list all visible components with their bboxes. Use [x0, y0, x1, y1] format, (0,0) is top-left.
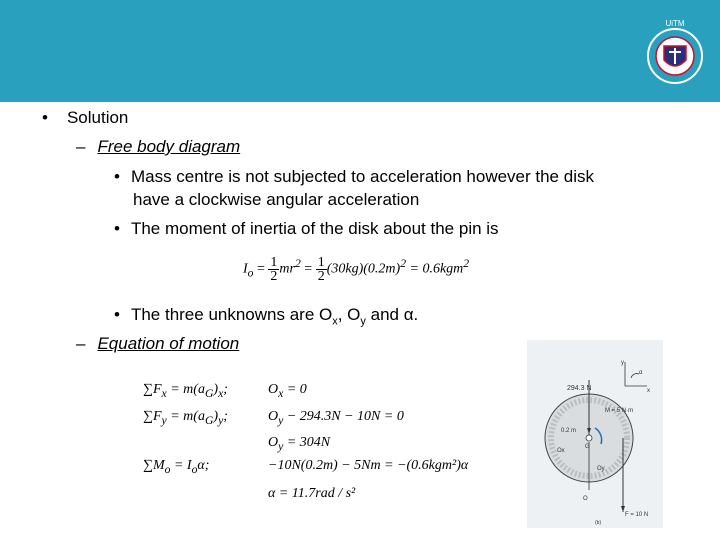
svg-text:294.3 N: 294.3 N	[567, 385, 592, 392]
equation-result-2: $O_y - 294.3N - 10N = 0$	[268, 409, 404, 427]
point-moment-of-inertia: • The moment of inertia of the disk about the pin is	[114, 219, 499, 238]
equation-law-2: $\sum F_y = m(a_G)_y$;	[143, 409, 228, 427]
equation-result-5: α = 11.7rad / s²	[268, 486, 356, 501]
svg-text:Ox: Ox	[557, 448, 565, 454]
point-mass-centre-cont: have a clockwise angular acceleration	[133, 190, 420, 209]
svg-text:UiTM: UiTM	[665, 19, 685, 28]
sub-equation-of-motion: – Equation of motion	[76, 334, 240, 353]
equation-law-1: $\sum F_x = m(a_G)_x$;	[143, 382, 228, 400]
svg-text:M = 5 N·m: M = 5 N·m	[605, 408, 634, 414]
svg-text:y: y	[621, 360, 624, 366]
point-unknowns: • The three unknowns are $O_x$, $O_y$ and α.	[114, 305, 419, 328]
svg-text:(b): (b)	[595, 520, 602, 526]
equation-law-4: $\sum M_o = I_o\alpha$;	[143, 458, 210, 476]
svg-text:Oy: Oy	[597, 466, 605, 472]
bullet-solution: • Solution	[42, 108, 129, 127]
svg-text:F = 10 N: F = 10 N	[625, 512, 649, 518]
equation-result-3: $O_y = 304N$	[268, 435, 331, 453]
svg-text:α: α	[639, 370, 643, 376]
equation-result-4: −10N(0.2m) − 5Nm = −(0.6kgm²)α	[268, 458, 469, 473]
svg-text:x: x	[647, 388, 650, 394]
inertia-equation: $I_o$ = $\frac{1}{2}$ $mr^2$ = $\frac{1}{2}$ $(30kg)(0.2m)^2 = 0.6kgm^2$	[243, 255, 470, 284]
svg-text:O: O	[583, 496, 588, 502]
sub-free-body-diagram: – Free body diagram	[76, 137, 241, 156]
svg-text:G: G	[585, 444, 590, 450]
free-body-diagram-figure	[527, 340, 663, 528]
svg-text:0.2 m: 0.2 m	[561, 428, 577, 434]
point-mass-centre: • Mass centre is not subjected to acceleration however the disk	[114, 167, 594, 186]
equation-result-1: $O_x = 0$	[268, 382, 307, 400]
